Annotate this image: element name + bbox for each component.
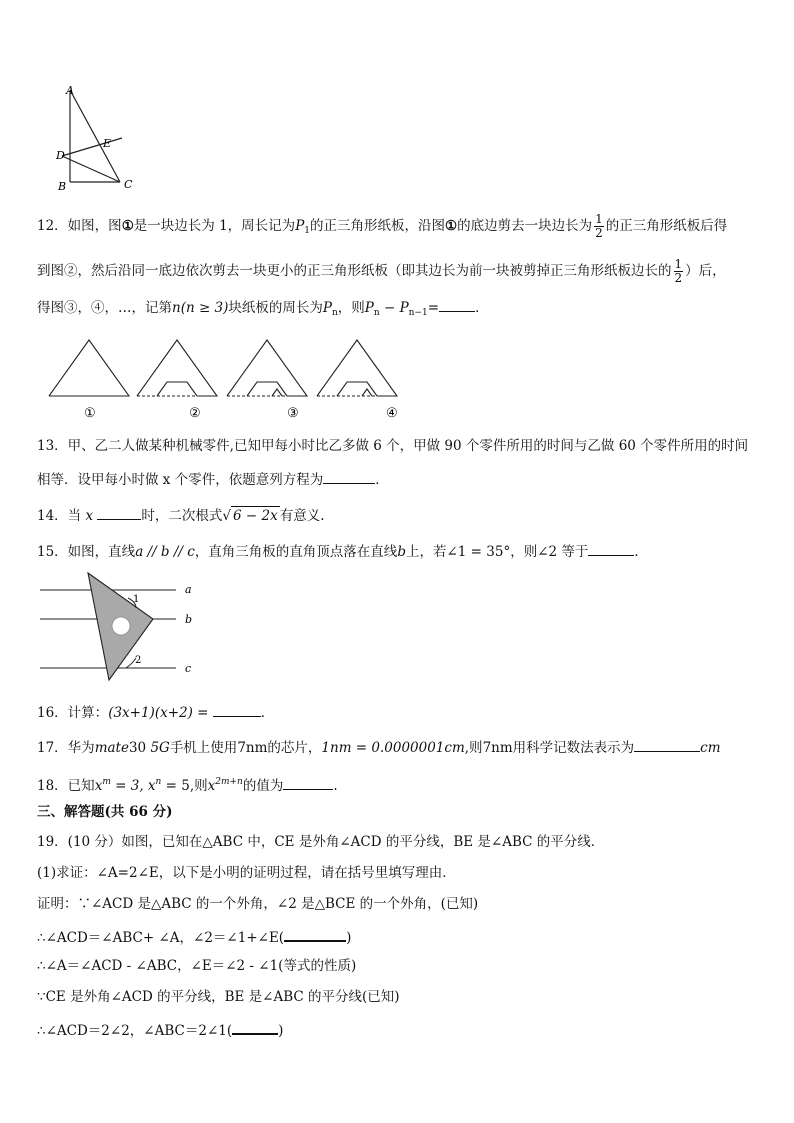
label-E: E xyxy=(103,137,112,150)
top-triangle-figure xyxy=(48,84,143,194)
q12-line3: 得图③，④，…，记第n(n ≥ 3)块纸板的周长为$P_n$，则$P_n - P_{n-1}=$ ． xyxy=(37,297,489,322)
q12-line1: 12．如图，图①是一块边长为 1，周长记为$P_1$的正三角形纸板，沿图①的底边剪去一块边长为 $\frac{1}{2}$ 的正三角形纸板后得 xyxy=(37,212,728,240)
q19-line2: (1)求证：∠A=2∠E，以下是小明的证明过程，请在括号里填写理由． xyxy=(37,865,456,881)
fig12-label-3: ③ xyxy=(287,406,299,421)
fig12-label-2: ② xyxy=(189,406,201,421)
label-A: A xyxy=(66,84,74,97)
q12-answer-blank[interactable] xyxy=(439,297,475,312)
q19-line7: ∴∠ACD＝2∠2，∠ABC＝2∠1( ) xyxy=(37,1019,283,1040)
line-label-c: c xyxy=(185,662,192,675)
section-3-heading: 三、解答题(共 66 分) xyxy=(37,804,173,820)
fraction-half: $\frac{1}{2}$ xyxy=(595,212,603,240)
q12-line2: 到图②，然后沿同一底边依次剪去一块更小的正三角形纸板（即其边长为前一块被剪掉正三角形纸板边长的 $\frac{1}{2}$ ）后， xyxy=(37,257,726,285)
q18-answer-blank[interactable] xyxy=(283,775,333,790)
q14-line: 14．当 x 时，二次根式√ 6 − 2x 有意义. xyxy=(37,505,325,525)
angle-label-1: 1 xyxy=(133,594,140,605)
fig12-label-1: ① xyxy=(84,406,96,421)
q16-answer-blank[interactable] xyxy=(213,702,261,717)
q14-answer-blank[interactable] xyxy=(97,505,141,520)
sqrt-symbol: √ xyxy=(222,508,232,524)
label-B: B xyxy=(58,180,67,193)
q15-line: 15．如图，直线a // b // c，直角三角板的直角顶点落在直线b上，若∠1 = 35°，则∠2 等于 ． xyxy=(37,541,648,561)
q13-line2: 相等．设甲每小时做 x 个零件，依题意列方程为 ． xyxy=(37,469,389,489)
q17-answer-blank[interactable] xyxy=(634,737,700,752)
q19-reason-blank-1[interactable] xyxy=(284,926,346,942)
q19-line6: ∵CE 是外角∠ACD 的平分线，BE 是∠ABC 的平分线(已知) xyxy=(37,989,400,1005)
q13-answer-blank[interactable] xyxy=(323,469,375,484)
label-D: D xyxy=(56,149,65,162)
fig12-label-4: ④ xyxy=(386,406,398,421)
q19-line1: 19．(10 分）如图，已知在△ABC 中，CE 是外角∠ACD 的平分线，BE 是∠ABC 的平分线． xyxy=(37,834,605,850)
q16-line: 16．计算：(3x+1)(x+2) = ． xyxy=(37,702,274,722)
q15-parallel-lines-figure xyxy=(36,568,206,683)
line-label-a: a xyxy=(185,583,192,596)
q19-line5: ∴∠A＝∠ACD - ∠ABC，∠E＝∠2 - ∠1(等式的性质) xyxy=(37,958,357,974)
q19-line4: ∴∠ACD＝∠ABC+ ∠A，∠2＝∠1+∠E( ) xyxy=(37,926,351,947)
q17-line: 17．华为mate30 5G手机上使用7nm的芯片，1nm = 0.0000001cm,则7nm用科学记数法表示为 cm xyxy=(37,737,721,757)
q19-line3: 证明：∵∠ACD 是△ABC 的一个外角，∠2 是△BCE 的一个外角，(已知) xyxy=(37,896,479,912)
q12-triangles-figure xyxy=(44,336,414,422)
q19-reason-blank-2[interactable] xyxy=(232,1019,278,1035)
q15-answer-blank[interactable] xyxy=(588,541,634,556)
q18-line: 18．已知$x^m = 3$, $x^n = 5$,则$x^{2m+n}$的值为 . xyxy=(37,777,338,794)
fraction-half-2: $\frac{1}{2}$ xyxy=(674,257,683,285)
angle-label-2: 2 xyxy=(135,655,142,666)
q13-line1: 13．甲、乙二人做某种机械零件,已知甲每小时比乙多做 6 个，甲做 90 个零件所用的时间与乙做 60 个零件所用的时间 xyxy=(37,438,749,454)
line-label-b: b xyxy=(185,613,193,626)
label-C: C xyxy=(124,178,133,191)
